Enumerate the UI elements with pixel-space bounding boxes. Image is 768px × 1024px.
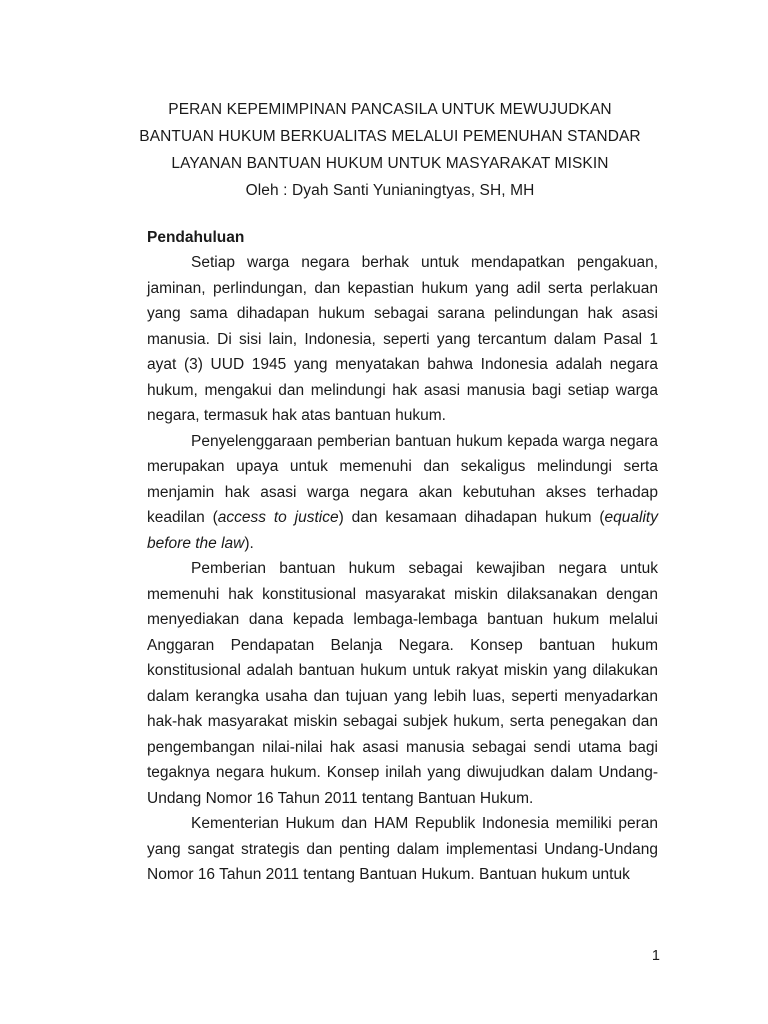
- paragraph-2-italic-equality: equality before the law: [147, 509, 658, 552]
- paragraph-4: Kementerian Hukum dan HAM Republik Indonesia memiliki peran yang sangat strategis dan penting dalam implementasi Undang-Undang Nomor 16 Tahun 2011 tentang Bantuan Hukum. Bantuan hukum untuk: [147, 815, 658, 883]
- paragraph-2-italic-access-to-justice: access to justice: [217, 509, 339, 526]
- body-text: [147, 250, 658, 888]
- paragraph-3: Pemberian bantuan hukum sebagai kewajiban negara untuk memenuhi hak konstitusional masyarakat miskin dilaksanakan dengan menyediakan dana kepada lembaga-lembaga bantuan hukum melalui Anggaran Pendapatan Belanja Negara. Konsep bantuan hukum konstitusional adalah bantuan hukum untuk rakyat miskin yang dilakukan dalam kerangka usaha dan tujuan yang lebih luas, seperti menyadarkan hak-hak masyarakat miskin sebagai subjek hukum, serta penegakan dan pengembangan nilai-nilai hak asasi manusia sebagai sendi utama bagi tegaknya negara hukum. Konsep inilah yang diwujudkan dalam Undang-Undang Nomor 16 Tahun 2011 tentang Bantuan Hukum.: [147, 560, 658, 807]
- page-number: 1: [651, 948, 660, 964]
- paragraph-1: Setiap warga negara berhak untuk mendapatkan pengakuan, jaminan, perlindungan, dan kepastian hukum yang adil serta perlakuan yang sama dihadapan hukum sebagai sarana pelindungan hak asasi manusia. Di sisi lain, Indonesia, seperti yang tercantum dalam Pasal 1 ayat (3) UUD 1945 yang menyatakan bahwa Indonesia adalah negara hukum, mengakui dan melindungi hak asasi manusia bagi setiap warga negara, termasuk hak atas bantuan hukum.: [147, 254, 658, 424]
- paragraph-2-text-b: ) dan kesamaan dihadapan hukum (: [338, 509, 605, 526]
- author-line: Oleh : Dyah Santi Yunianingtyas, SH, MH: [245, 182, 535, 199]
- section-heading: Pendahuluan: [147, 229, 245, 246]
- document-title-line-2: BANTUAN HUKUM BERKUALITAS MELALUI PEMENUHAN STANDAR: [139, 128, 641, 145]
- document-title-line-3: LAYANAN BANTUAN HUKUM UNTUK MASYARAKAT MISKIN: [171, 155, 609, 172]
- document-title-line-1: PERAN KEPEMIMPINAN PANCASILA UNTUK MEWUJUDKAN: [168, 101, 612, 118]
- paragraph-2-text-c: ).: [244, 534, 254, 552]
- paragraph-2-text-a: Penyelenggaraan pemberian bantuan hukum kepada warga negara merupakan upaya untuk memenuhi dan sekaligus melindungi serta menjamin hak asasi warga negara akan kebutuhan akses terhadap keadilan (: [147, 432, 658, 526]
- document-title-block: [120, 96, 660, 204]
- paragraph-2: [147, 429, 658, 557]
